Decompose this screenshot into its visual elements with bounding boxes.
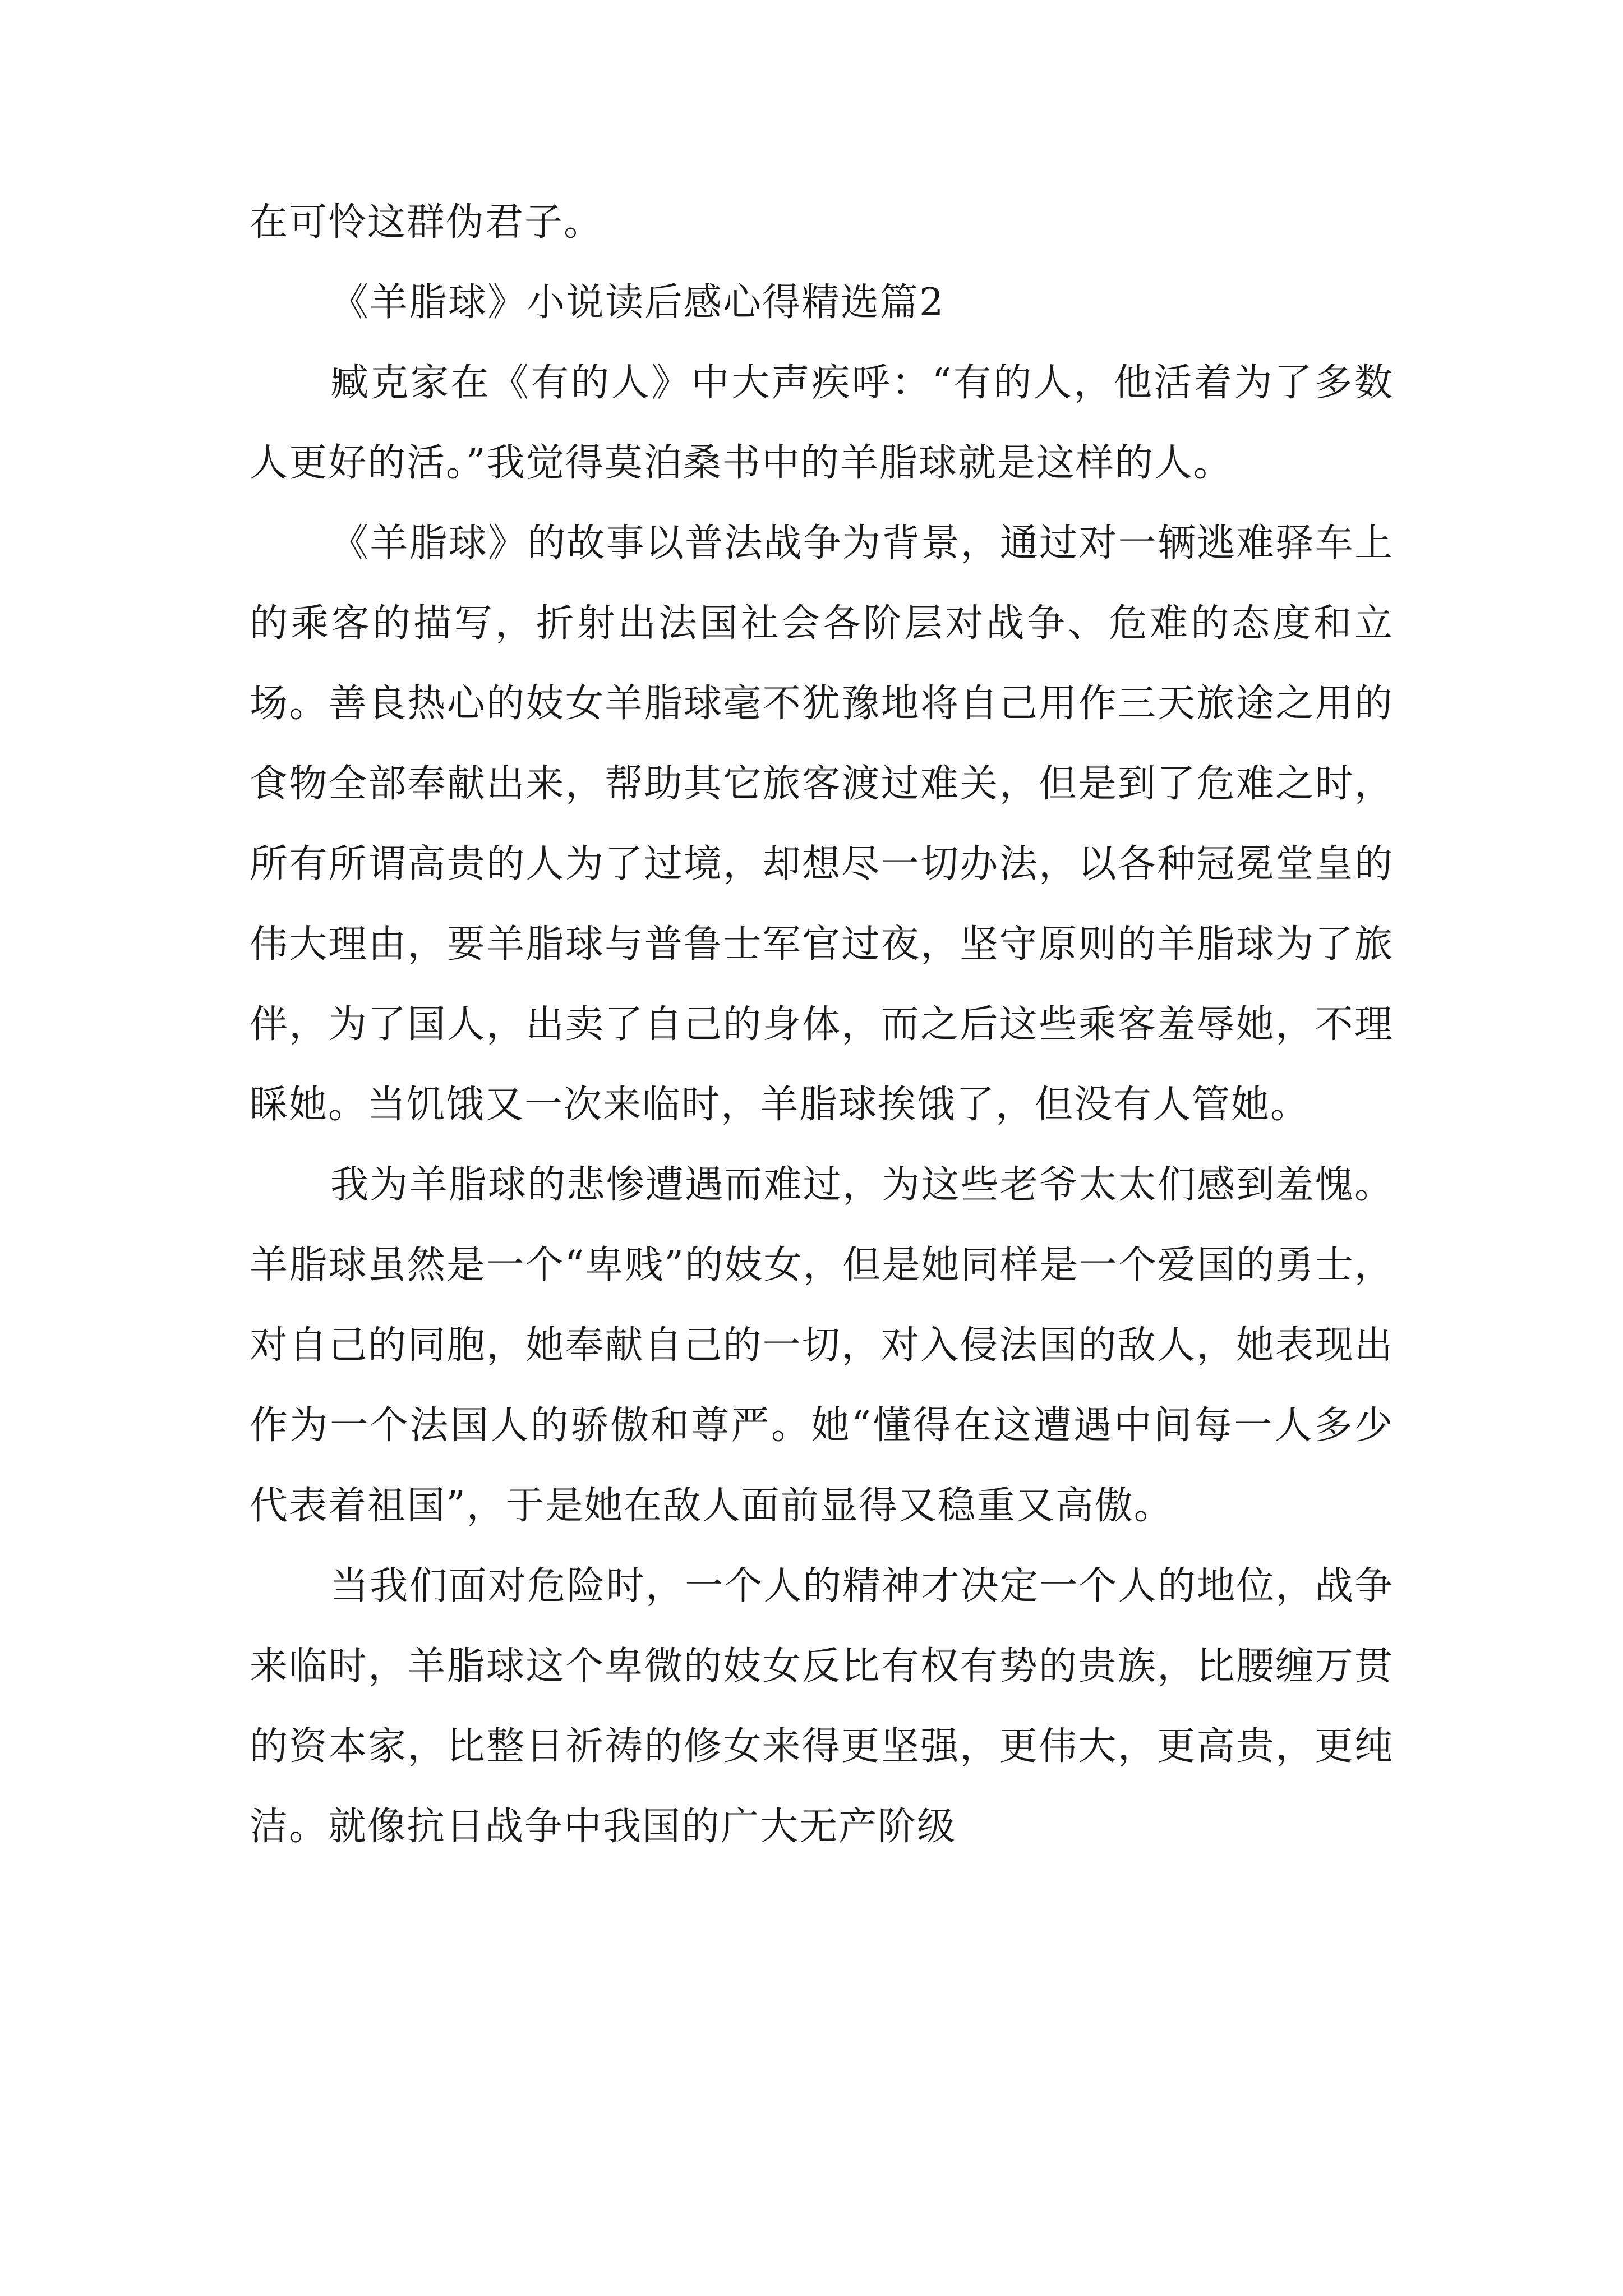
paragraph-quote: 臧克家在《有的人》中大声疾呼：“有的人，他活着为了多数人更好的活。”我觉得莫泊桑书中的羊脂球就是这样的人。 <box>250 361 1394 485</box>
section-heading: 《羊脂球》小说读后感心得精选篇2 <box>330 280 945 325</box>
paragraph-continuation: 在可怜这群伪君子。 <box>250 200 603 245</box>
paragraph-conclusion: 当我们面对危险时，一个人的精神才决定一个人的地位，战争来临时，羊脂球这个卑微的妓女反比有权有势的贵族，比腰缠万贯的资本家，比整日祈祷的修女来得更坚强，更伟大，更高贵，更纯洁。就像抗日战争中我国的广大无产阶级 <box>250 1564 1394 1849</box>
paragraph-story-summary: 《羊脂球》的故事以普法战争为背景，通过对一辆逃难驿车上的乘客的描写，折射出法国社会各阶层对战争、危难的态度和立场。善良热心的妓女羊脂球毫不犹豫地将自己用作三天旅途之用的食物全部奉献出来，帮助其它旅客渡过难关，但是到了危难之时，所有所谓高贵的人为了过境，却想尽一切办法，以各种冠冕堂皇的伟大理由，要羊脂球与普鲁士军官过夜，坚守原则的羊脂球为了旅伴，为了国人，出卖了自己的身体，而之后这些乘客羞辱她，不理睬她。当饥饿又一次来临时，羊脂球挨饿了，但没有人管她。 <box>250 521 1394 1127</box>
document-body <box>250 182 1394 1867</box>
paragraph-reflection: 我为羊脂球的悲惨遭遇而难过，为这些老爷太太们感到羞愧。羊脂球虽然是一个“卑贱”的妓女，但是她同样是一个爱国的勇士，对自己的同胞，她奉献自己的一切，对入侵法国的敌人，她表现出作为一个法国人的骄傲和尊严。她“懂得在这遭遇中间每一人多少代表着祖国”，于是她在敌人面前显得又稳重又高傲。 <box>250 1163 1394 1528</box>
